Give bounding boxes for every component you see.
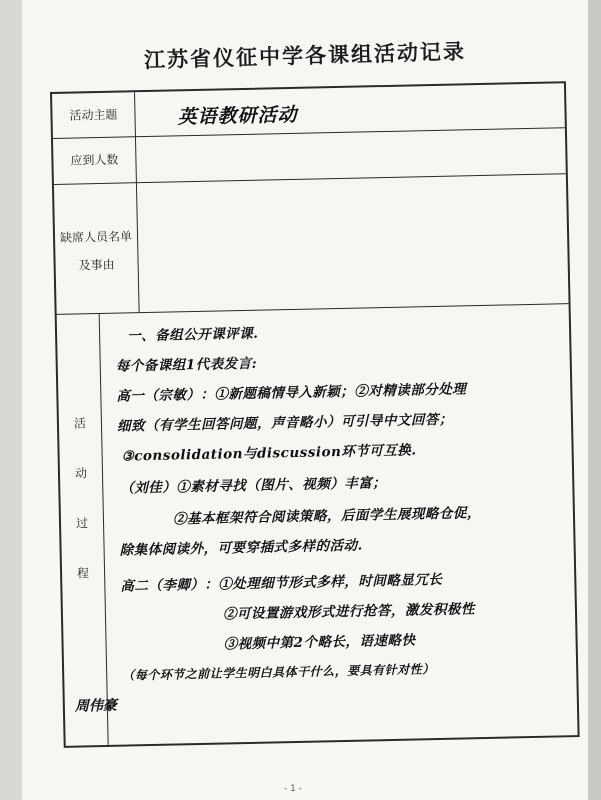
process-label-char: 过	[75, 516, 89, 531]
column-divider	[134, 92, 140, 312]
row-divider	[53, 127, 565, 139]
topic-value: 英语教研活动	[177, 103, 298, 129]
process-note-line: ②基本框架符合阅读策略，后面学生展现略仓促，	[172, 505, 482, 528]
process-note-line: 一、备组公开课评课.	[126, 325, 259, 345]
process-note-line: 高二（李卿）：①处理细节形式多样，时间略显冗长	[120, 571, 443, 595]
process-note-line: ③视频中第2个略长，语速略快	[223, 632, 416, 653]
absent-label: 缺席人员名单	[59, 229, 133, 245]
document-title: 江苏省仪征中学各课组活动记录	[143, 38, 467, 73]
process-note-line: ③consolidation与discussion环节可互换.	[121, 442, 417, 465]
process-note-line: 细致（有学生回答问题，声音略小）可引导中文回答；	[116, 411, 454, 435]
scan-left-edge	[0, 0, 22, 800]
process-label-char: 动	[74, 466, 88, 481]
process-label-char: 活	[73, 416, 87, 431]
activity-record-form	[50, 81, 580, 748]
scan-right-edge	[588, 0, 601, 800]
process-note-line: 除集体阅读外，可要穿插式多样的活动.	[119, 537, 363, 559]
page-footer: - 1 -	[284, 784, 302, 794]
row-divider	[57, 303, 569, 315]
signature: 周伟豪	[74, 697, 118, 715]
process-label-char: 程	[76, 566, 90, 581]
process-note-line: （每个环节之前让学生明白具体干什么，要具有针对性）	[122, 662, 435, 683]
attendance-label: 应到人数	[70, 152, 119, 168]
process-note-line: （刘佳）①素材寻找（图片、视频）丰富；	[120, 475, 387, 497]
process-note-line: 每个备课组1代表发言:	[115, 355, 258, 375]
process-note-line: 高一（宗敏）：①新题稿情导入新颖；②对精读部分处理	[116, 381, 467, 405]
row-divider	[54, 173, 566, 185]
topic-label: 活动主题	[69, 107, 118, 123]
document-page	[22, 0, 588, 800]
absent-reason-label: 及事由	[78, 257, 115, 273]
process-note-line: ②可设置游戏形式进行抢答，激发积极性	[222, 601, 476, 623]
